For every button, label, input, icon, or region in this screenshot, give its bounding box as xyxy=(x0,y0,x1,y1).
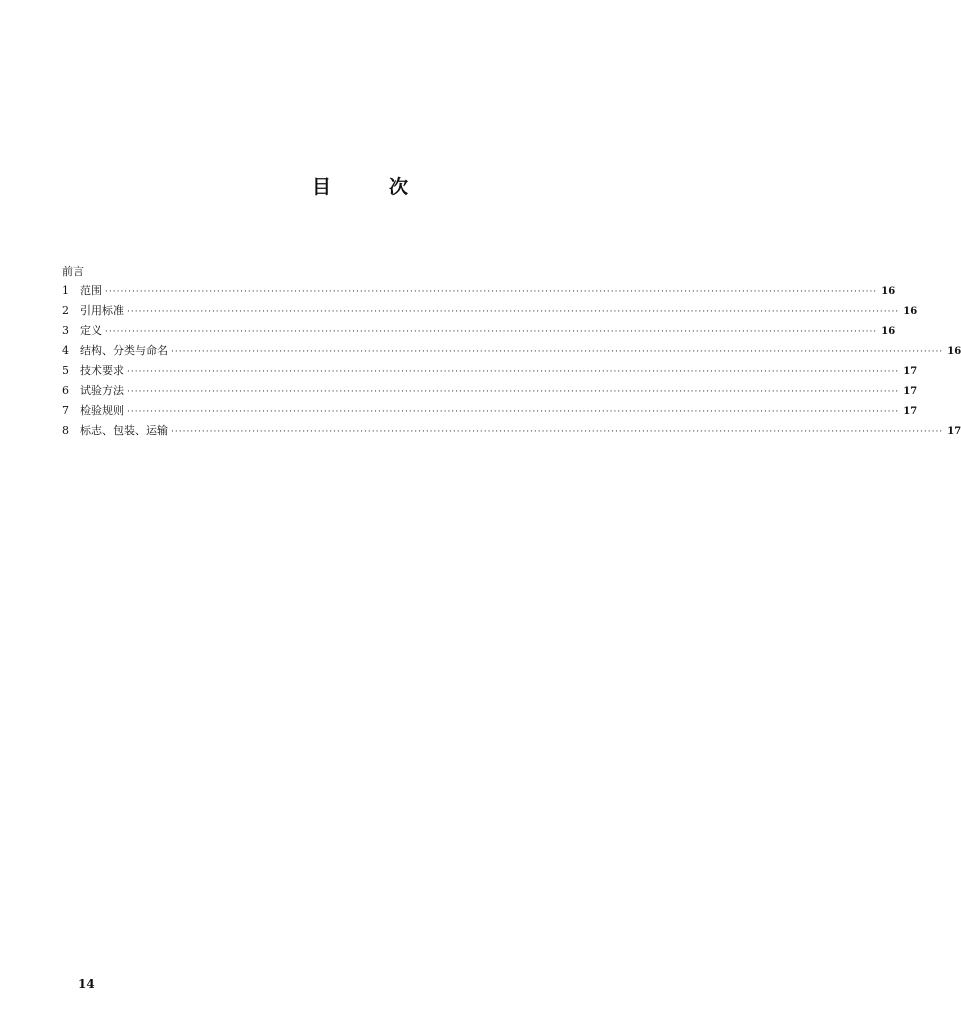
toc-entry[interactable] xyxy=(62,341,961,361)
toc-entry-number: 4 xyxy=(62,344,69,357)
toc-entry-page: 16 xyxy=(881,286,896,297)
toc-entry-label: 试验方法 xyxy=(80,384,124,397)
toc-entry-page: 16 xyxy=(881,326,896,337)
toc-entry-label: 检验规则 xyxy=(80,404,124,417)
leader-dots: ········································································································································································································ xyxy=(171,347,944,357)
page-number: 14 xyxy=(78,977,95,991)
leader-dots: ········································································································································································································ xyxy=(171,427,944,437)
page-title xyxy=(0,172,720,199)
toc-entry[interactable] xyxy=(62,321,896,341)
toc-entry-page: 16 xyxy=(903,306,918,317)
toc-entry-label: 标志、包装、运输 xyxy=(80,424,168,437)
toc-entry-label: 结构、分类与命名 xyxy=(80,344,168,357)
toc-entry-label: 引用标准 xyxy=(80,304,124,317)
toc-entry-page: 17 xyxy=(903,386,918,397)
leader-dots: ········································································································································································································ xyxy=(127,307,900,317)
toc-entry[interactable] xyxy=(62,401,918,421)
toc-entry-page: 17 xyxy=(903,406,918,417)
toc-entry-page: 17 xyxy=(947,426,961,437)
toc-entry-number: 3 xyxy=(62,324,69,337)
title-char-1: 目 xyxy=(311,176,331,198)
toc-entry[interactable] xyxy=(62,421,961,441)
toc-entry[interactable] xyxy=(62,281,896,301)
toc-entry-page: 16 xyxy=(947,346,961,357)
leader-dots: ········································································································································································································ xyxy=(105,287,878,297)
leader-dots: ········································································································································································································ xyxy=(105,327,878,337)
toc-entry-number: 2 xyxy=(62,304,69,317)
toc-entry[interactable] xyxy=(62,301,918,321)
leader-dots: ········································································································································································································ xyxy=(127,407,900,417)
leader-dots: ········································································································································································································ xyxy=(127,387,900,397)
toc-entry-number: 8 xyxy=(62,424,69,437)
toc-entry-number: 6 xyxy=(62,384,69,397)
toc-entry-label: 范围 xyxy=(80,284,102,297)
toc-entry-number: 1 xyxy=(62,284,69,297)
toc-entry-label: 定义 xyxy=(80,324,102,337)
table-of-contents xyxy=(62,263,961,441)
toc-preface-link[interactable]: 前言 xyxy=(62,265,84,278)
toc-entry-number: 7 xyxy=(62,404,69,417)
toc-entry-label: 技术要求 xyxy=(80,364,124,377)
title-char-2: 次 xyxy=(389,176,409,198)
toc-entry-number: 5 xyxy=(62,364,69,377)
toc-entry[interactable] xyxy=(62,381,918,401)
leader-dots: ········································································································································································································ xyxy=(127,367,900,377)
toc-entry[interactable] xyxy=(62,361,918,381)
toc-entry-page: 17 xyxy=(903,366,918,377)
